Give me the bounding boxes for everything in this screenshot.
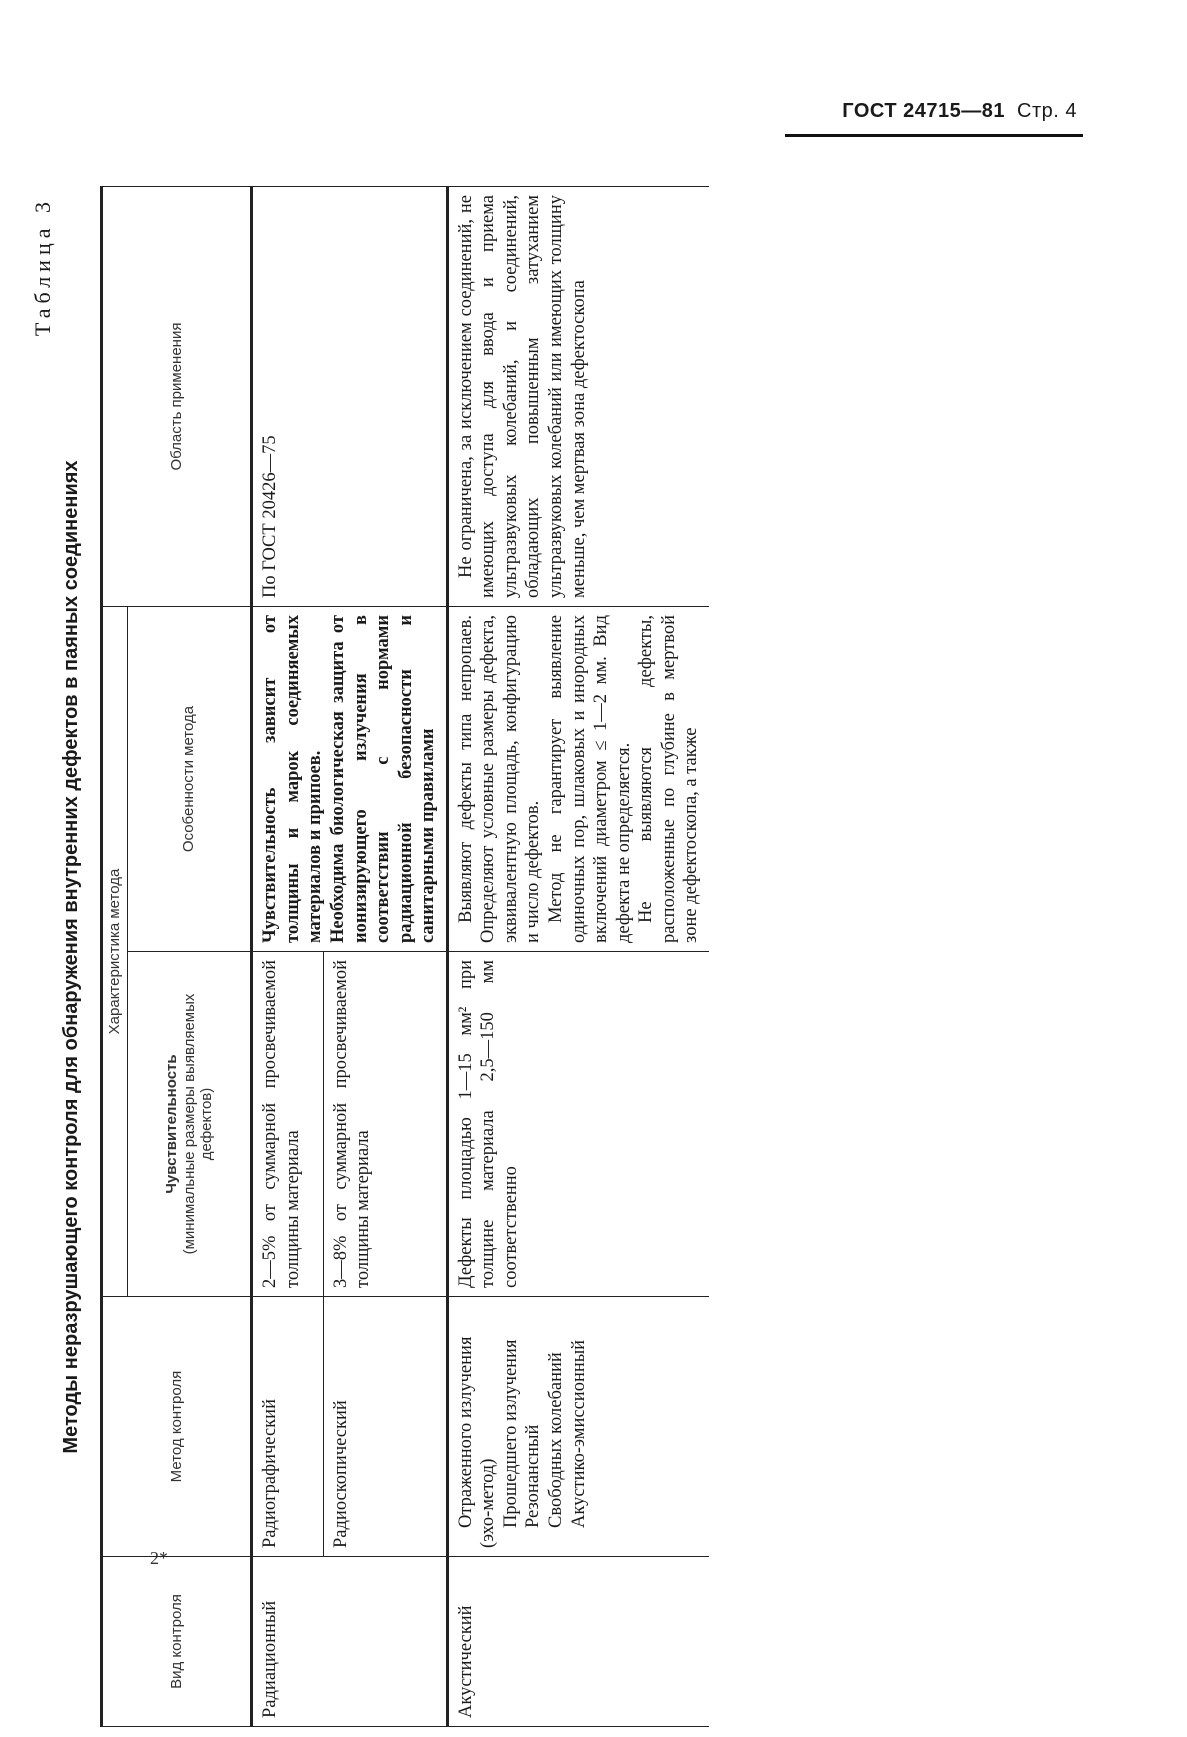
methods-table — [100, 186, 709, 1727]
page-number: Стр. 4 — [1017, 100, 1077, 122]
method-acoustic-2: Прошедшего излучения — [500, 1339, 521, 1528]
sens-acoustic: Дефекты площадью 1—15 мм² при толщине материала 2,5—150 мм соответственно — [447, 952, 709, 1297]
type-acoustic: Акустический — [447, 1557, 709, 1727]
col-characteristic-header: Характеристика метода — [102, 607, 128, 1297]
sensitivity-title: Чувствительность — [163, 1054, 181, 1194]
features-acoustic — [447, 607, 709, 952]
method-acoustic-4: Свободных колебаний — [546, 1352, 567, 1528]
header-rule — [785, 134, 1083, 137]
page-mark: 2* — [150, 1548, 168, 1568]
features-acoustic-p3: Не выявляются дефекты, расположенные по глубине в мертвой зоне дефектоскопа, а также — [636, 615, 702, 943]
scope-radiation: По ГОСТ 20426—75 — [252, 187, 448, 607]
method-radioscopic: Радиоскопический — [323, 1297, 447, 1557]
table-row — [252, 187, 324, 1727]
table-label: Таблица 3 — [30, 197, 55, 337]
method-radiographic: Радиографический — [252, 1297, 324, 1557]
method-acoustic-5: Акустико-эмиссионный — [568, 1339, 589, 1528]
method-acoustic-3: Резонансный — [523, 1424, 544, 1528]
col-type-header: Вид контроля — [102, 1557, 252, 1727]
type-radiation: Радиационный — [252, 1557, 448, 1727]
table-row — [447, 187, 709, 1727]
methods-acoustic — [447, 1297, 709, 1557]
sensitivity-note: (минимальные размеры выявляемых дефектов) — [180, 993, 215, 1255]
col-features-header: Особенности метода — [128, 607, 252, 952]
col-sensitivity-header — [128, 952, 252, 1297]
rotated-table-block — [30, 177, 810, 1737]
sens-radiographic: 2—5% от суммарной просвечиваемой толщины материала — [252, 952, 324, 1297]
page-header — [842, 100, 1077, 123]
features-acoustic-p2: Метод не гарантирует выявление одиночных пор, шлаковых и инородных включений диаметром ≤ 1—2 мм. Вид дефекта не определяется. — [546, 615, 634, 943]
table-title: Методы неразрушающего контроля для обнаружения внутренних дефектов в паяных соединениях — [60, 460, 82, 1454]
col-method-header: Метод контроля — [102, 1297, 252, 1557]
sens-radioscopic: 3—8% от суммарной просвечиваемой толщины материала — [323, 952, 447, 1297]
features-radiation-p1: Чувствительность зависит от толщины и марок соединяемых материалов и припоев. — [260, 615, 326, 943]
col-scope-header: Область применения — [102, 187, 252, 607]
features-acoustic-p1: Выявляют дефекты типа непропаев. Определяют условные размеры дефекта, эквивалентную площадь, конфигурацию и число дефектов. — [455, 615, 544, 943]
gost-number: ГОСТ 24715—81 — [842, 100, 1005, 122]
scope-acoustic: Не ограничена, за исключением соединений, не имеющих доступа для ввода и приема ультразвуковых колебаний, и соединений, обладающих повышенным затуханием ультразвуковых колебаний или имеющих толщину меньше, чем мертвая зона дефектоскопа — [447, 187, 709, 607]
features-radiation-p2: Необходима биологическая защита от ионизирующего излучения в соответствии с нормами радиационной безопасности и санитарными правилами — [327, 615, 439, 943]
method-acoustic-1: Отраженного излучения (эхо-метод) — [455, 1336, 499, 1548]
features-radiation — [252, 607, 448, 952]
